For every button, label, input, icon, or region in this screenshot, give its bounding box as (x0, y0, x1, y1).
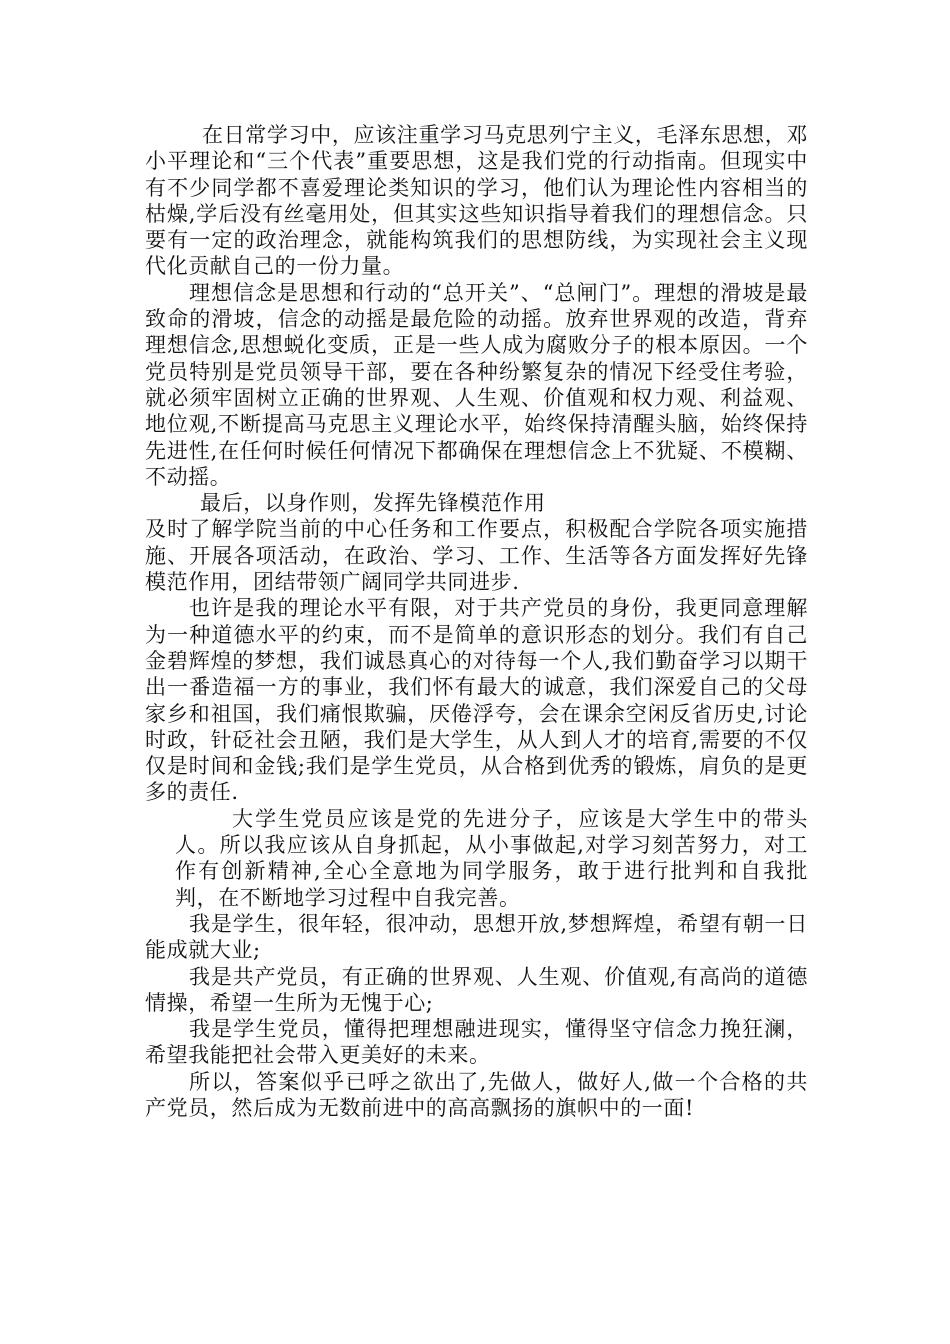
section-heading-lead-by-example: 最后，以身作则，发挥先锋模范作用 (200, 491, 546, 516)
paragraph-i-am-party-member: 我是共产党员，有正确的世界观、人生观、价值观,有高尚的道德情操，希望一生所为无愧于心; (145, 964, 808, 1015)
paragraph-ideals-beliefs: 理想信念是思想和行动的“总开关”、“总闸门”。理想的滑坡是最致命的滑坡，信念的动摇是最危险的动摇。放弃世界观的改造，背弃理想信念,思想蜕化变质，正是一些人成为腐败分子的根本原因。一个党员特别是党员领导干部，要在各种纷繁复杂的情况下经受住考验，就必须牢固树立正确的世界观、人生观、价值观和权力观、利益观、地位观,不断提高马克思主义理论水平，始终保持清醒头脑，始终保持先进性,在任何时候任何情况下都确保在理想信念上不犹疑、不模糊、不动摇。 (145, 280, 808, 489)
paragraph-moral-standard: 也许是我的理论水平有限，对于共产党员的身份，我更同意理解为一种道德水平的约束，而不是简单的意识形态的划分。我们有自己金碧辉煌的梦想，我们诚恳真心的对待每一个人,我们勤奋学习以期干出一番造福一方的事业，我们怀有最大的诚意，我们深爱自己的父母家乡和祖国，我们痛恨欺骗，厌倦浮夸，会在课余空闲反省历史,讨论时政，针砭社会丑陋，我们是大学生，从人到人才的培育,需要的不仅仅是时间和金钱;我们是学生党员，从合格到优秀的锻炼，肩负的是更多的责任. (145, 596, 808, 805)
paragraph-i-am-student: 我是学生，很年轻，很冲动，思想开放,梦想辉煌，希望有朝一日能成就大业; (145, 911, 808, 963)
paragraph-conclusion: 所以，答案似乎已呼之欲出了,先做人，做好人,做一个合格的共产党员，然后成为无数前进中的高高飘扬的旗帜中的一面! (145, 1069, 808, 1120)
document-body (145, 122, 808, 1121)
paragraph-student-party-member: 大学生党员应该是党的先进分子，应该是大学生中的带头人。所以我应该从自身抓起，从小事做起,对学习刻苦努力，对工作有创新精神,全心全意地为同学服务，敢于进行批判和自我批判，在不断地学习过程中自我完善。 (175, 806, 808, 910)
paragraph-pioneer-role: 及时了解学院当前的中心任务和工作要点，积极配合学院各项实施措施、开展各项活动，在政治、学习、工作、生活等各方面发挥好先锋模范作用，团结带领广阔同学共同进步. (145, 517, 808, 595)
paragraph-study-theory: 在日常学习中，应该注重学习马克思列宁主义，毛泽东思想，邓小平理论和“三个代表”重要思想，这是我们党的行动指南。但现实中有不少同学都不喜爱理论类知识的学习，他们认为理论性内容相当的枯燥,学后没有丝毫用处，但其实这些知识指导着我们的理想信念。只要有一定的政治理念，就能构筑我们的思想防线，为实现社会主义现代化贡献自己的一份力量。 (145, 123, 808, 279)
paragraph-i-am-student-party-member: 我是学生党员，懂得把理想融进现实，懂得坚守信念力挽狂澜，希望我能把社会带入更美好的未来。 (145, 1017, 808, 1068)
